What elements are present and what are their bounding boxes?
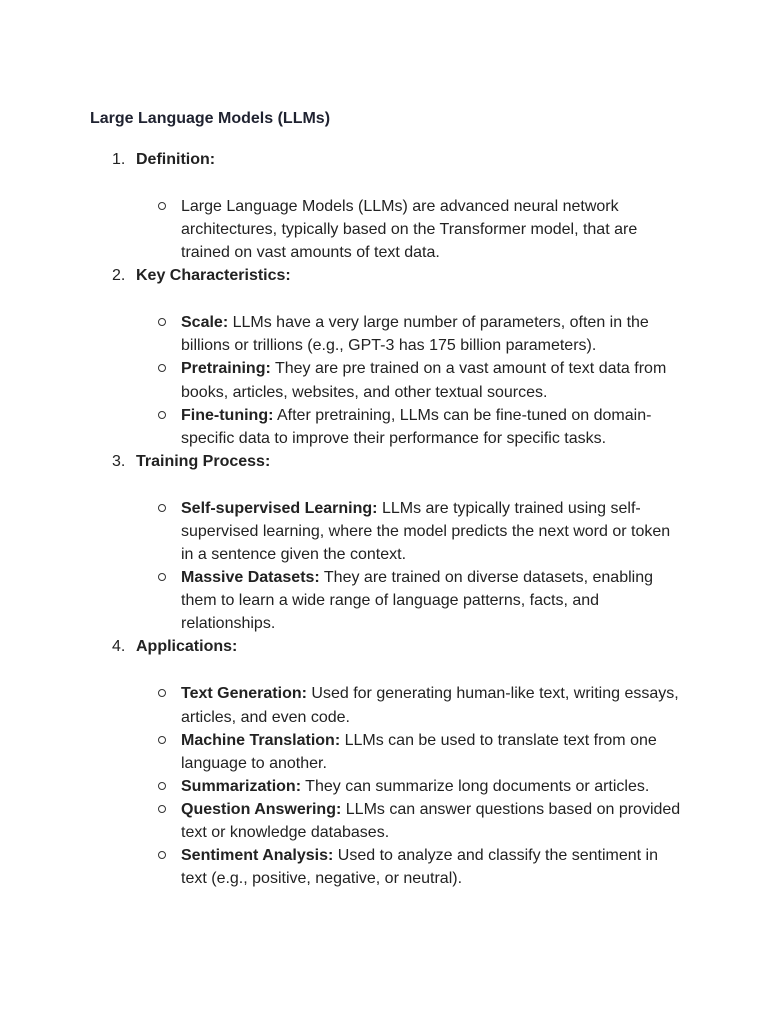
section-number: 2. (112, 267, 126, 285)
list-item (0, 729, 681, 775)
list-item (0, 566, 681, 635)
hollow-circle-bullet-icon (158, 805, 166, 813)
list-item (0, 311, 681, 357)
section-number: 1. (112, 151, 126, 168)
item-text: After pretraining, LLMs can be fine-tuned on domain-specific data to improve their performance for specific tasks. (181, 406, 652, 447)
section-heading (0, 450, 768, 473)
bullet-list (0, 497, 768, 636)
section-4 (0, 635, 768, 890)
item-term: Massive Datasets: (181, 569, 320, 587)
section-heading (0, 264, 768, 287)
item-text: Large Language Models (LLMs) are advanced neural network architectures, typically based on the Transformer model, that are trained on vast amounts of text data. (181, 198, 638, 262)
item-text: They are pre trained on a vast amount of text data from books, articles, websites, and other textual sources. (181, 360, 667, 401)
list-item (0, 798, 681, 844)
hollow-circle-bullet-icon (158, 736, 166, 744)
item-text: They are trained on diverse datasets, enabling them to learn a wide range of language patterns, facts, and relationships. (181, 569, 653, 633)
hollow-circle-bullet-icon (158, 689, 166, 697)
list-item (0, 775, 681, 798)
item-text: Used for generating human-like text, writing essays, articles, and even code. (181, 685, 679, 726)
bullet-list (0, 195, 768, 264)
section-title: Definition: (136, 151, 216, 168)
hollow-circle-bullet-icon (158, 318, 166, 326)
list-item (0, 682, 681, 728)
item-term: Machine Translation: (181, 731, 341, 749)
section-list (0, 148, 768, 890)
item-term: Scale: (181, 314, 229, 332)
section-title: Applications: (136, 638, 238, 656)
section-number: 3. (112, 452, 126, 470)
list-item (0, 404, 681, 450)
document-title: Large Language Models (LLMs) (90, 110, 331, 127)
item-text: Used to analyze and classify the sentiment in text (e.g., positive, negative, or neutral). (181, 847, 658, 888)
item-text: LLMs can answer questions based on provided text or knowledge databases. (181, 800, 681, 841)
hollow-circle-bullet-icon (158, 851, 166, 859)
bullet-list (0, 682, 768, 890)
item-term: Text Generation: (181, 685, 307, 703)
item-text: LLMs have a very large number of parameters, often in the billions or trillions (e.g., GPT-3 has 175 billion parameters). (181, 314, 649, 355)
list-item (0, 497, 681, 566)
item-term: Summarization: (181, 777, 302, 795)
list-item (0, 844, 681, 890)
section-heading (0, 635, 768, 658)
item-term: Sentiment Analysis: (181, 847, 334, 865)
item-term: Question Answering: (181, 800, 342, 818)
list-item (0, 357, 681, 403)
hollow-circle-bullet-icon (158, 202, 166, 210)
section-title: Training Process: (136, 452, 271, 470)
hollow-circle-bullet-icon (158, 364, 166, 372)
section-2 (0, 264, 768, 450)
item-text: They can summarize long documents or articles. (305, 777, 650, 795)
item-text: LLMs are typically trained using self-supervised learning, where the model predicts the next word or token in a sentence given the context. (181, 499, 671, 564)
section-3 (0, 450, 768, 636)
item-term: Pretraining: (181, 360, 271, 378)
hollow-circle-bullet-icon (158, 782, 166, 790)
item-term: Fine-tuning: (181, 406, 274, 424)
section-title: Key Characteristics: (136, 267, 291, 285)
bullet-list (0, 311, 768, 450)
section-1 (0, 148, 768, 264)
hollow-circle-bullet-icon (158, 504, 166, 512)
section-heading (0, 148, 768, 171)
hollow-circle-bullet-icon (158, 411, 166, 419)
hollow-circle-bullet-icon (158, 573, 166, 581)
section-number: 4. (112, 638, 126, 656)
item-term: Self-supervised Learning: (181, 499, 378, 517)
item-text: LLMs can be used to translate text from one language to another. (181, 731, 657, 772)
list-item (0, 195, 681, 264)
